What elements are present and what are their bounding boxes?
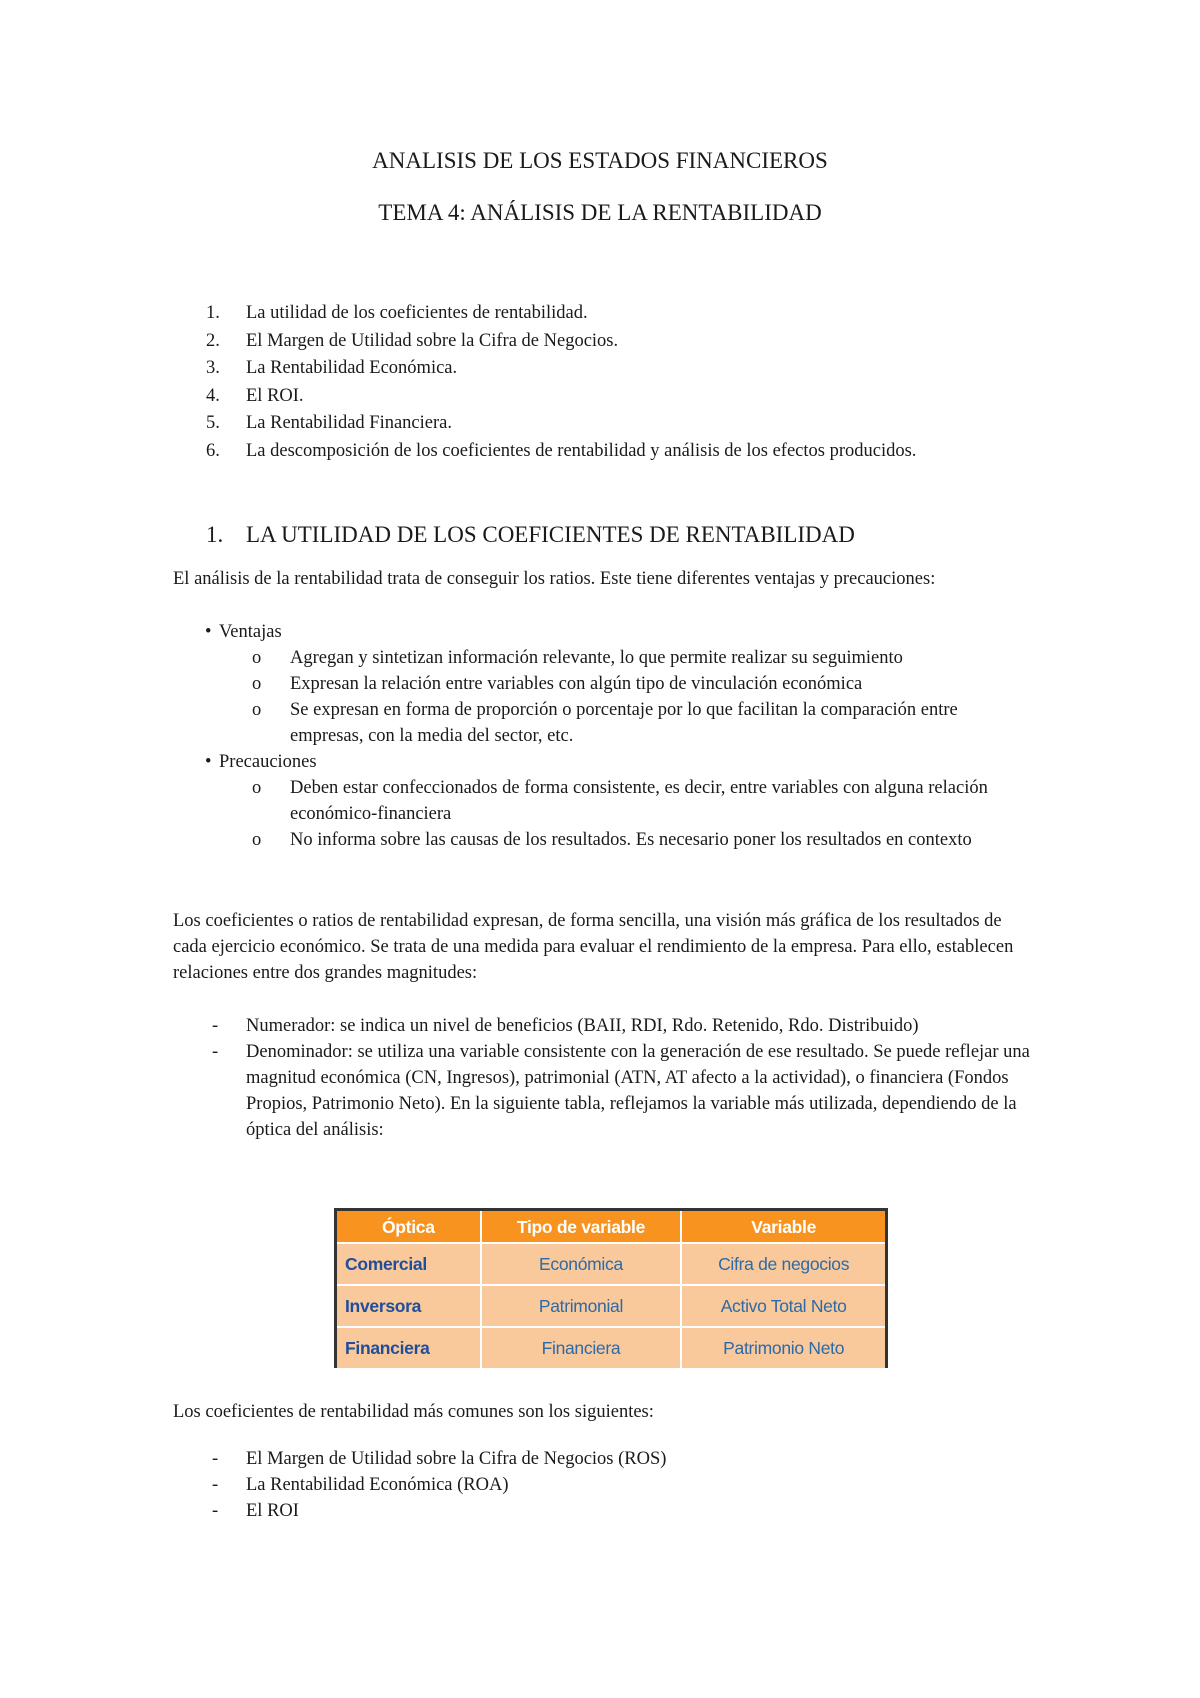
table-row: [337, 1285, 885, 1327]
table-cell: Patrimonio Neto: [681, 1327, 885, 1368]
table-row: [337, 1327, 885, 1368]
list-item: - Denominador: se utiliza una variable consistente con la generación de ese resultado. Se puede reflejar una magnitud económica (CN, Ingresos), patrimonial (ATN, AT afecto a la actividad), o financiera (Fondos Propios, Patrimonio Neto). En la siguiente tabla, reflejamos la variable más utilizada, dependiendo de la óptica del análisis:: [212, 1042, 1030, 1140]
list-item: o Se expresan en forma de proporción o porcentaje por lo que facilitan la comparación entre empresas, con la media del sector, etc.: [252, 700, 958, 746]
optica-table: [334, 1208, 888, 1368]
table-of-contents: [206, 300, 1006, 465]
bullet-symbol: •: [205, 752, 212, 772]
table-cell: Inversora: [337, 1285, 481, 1327]
common-ratios-list: [206, 1446, 1036, 1524]
toc-item: 6. La descomposición de los coeficientes de rentabilidad y análisis de los efectos producidos.: [206, 440, 917, 461]
section-heading: 1. LA UTILIDAD DE LOS COEFICIENTES DE RENTABILIDAD: [206, 522, 855, 547]
table-cell: Financiera: [481, 1327, 682, 1368]
list-item: o Deben estar confeccionados de forma consistente, es decir, entre variables con alguna relación económico-financiera: [252, 778, 988, 824]
list-item: - El Margen de Utilidad sobre la Cifra de Negocios (ROS): [212, 1449, 667, 1469]
table-row: [337, 1243, 885, 1285]
bullet-ventajas: • Ventajas o Agregan y sintetizan información relevante, lo que permite realizar su seguimiento o Expresan la relación entre variables con algún tipo de vinculación económica o Se expresan en forma de proporción o porcentaje por lo que facilitan la comparación entre empresas, con la media del sector, etc.: [205, 619, 1035, 749]
toc-item: 5. La Rentabilidad Financiera.: [206, 413, 452, 433]
toc-item: 3. La Rentabilidad Económica.: [206, 358, 458, 378]
list-item: o Expresan la relación entre variables con algún tipo de vinculación económica: [252, 674, 863, 694]
table-cell: Comercial: [337, 1243, 481, 1285]
list-item: - Numerador: se indica un nivel de beneficios (BAII, RDI, Rdo. Retenido, Rdo. Distribuido): [212, 1016, 919, 1036]
intro-paragraph: El análisis de la rentabilidad trata de conseguir los ratios. Este tiene diferentes ventajas y precauciones:: [173, 569, 936, 589]
toc-item: 2. El Margen de Utilidad sobre la Cifra de Negocios.: [206, 330, 619, 351]
bullet-list: [205, 619, 1035, 853]
common-ratios-paragraph: Los coeficientes de rentabilidad más comunes son los siguientes:: [173, 1402, 654, 1422]
table-cell: Económica: [481, 1243, 682, 1285]
document-title: ANALISIS DE LOS ESTADOS FINANCIEROS: [372, 148, 828, 173]
precauciones-list: [219, 775, 1035, 853]
bullet-symbol: •: [205, 622, 212, 642]
document-subtitle: TEMA 4: ANÁLISIS DE LA RENTABILIDAD: [378, 200, 822, 225]
table-cell: Cifra de negocios: [681, 1243, 885, 1285]
column-header: Óptica: [337, 1211, 481, 1243]
toc-item: 4. El ROI.: [206, 385, 304, 406]
list-item: - El ROI: [212, 1501, 299, 1521]
table-cell: Patrimonial: [481, 1285, 682, 1327]
bullet-precauciones: • Precauciones o Deben estar confeccionados de forma consistente, es decir, entre variables con alguna relación económico-financiera o No informa sobre las causas de los resultados. Es necesario poner los resultados en contexto: [205, 749, 1035, 853]
list-item: o No informa sobre las causas de los resultados. Es necesario poner los resultados en contexto: [252, 830, 972, 850]
magnitudes-list: [206, 1013, 1036, 1143]
list-item: - La Rentabilidad Económica (ROA): [212, 1475, 509, 1495]
table-cell: Financiera: [337, 1327, 481, 1368]
toc-item: 1. La utilidad de los coeficientes de rentabilidad.: [206, 303, 588, 323]
list-item: o Agregan y sintetizan información relevante, lo que permite realizar su seguimiento: [252, 648, 903, 668]
table-cell: Activo Total Neto: [681, 1285, 885, 1327]
column-header: Tipo de variable: [481, 1211, 682, 1243]
table-header-row: [337, 1211, 885, 1243]
ratios-paragraph: Los coeficientes o ratios de rentabilidad expresan, de forma sencilla, una visión más gráfica de los resultados de cada ejercicio económico. Se trata de una medida para evaluar el rendimiento de la empresa. Para ello, establecen relaciones entre dos grandes magnitudes:: [173, 911, 1014, 983]
ventajas-list: [219, 645, 1035, 749]
column-header: Variable: [681, 1211, 885, 1243]
